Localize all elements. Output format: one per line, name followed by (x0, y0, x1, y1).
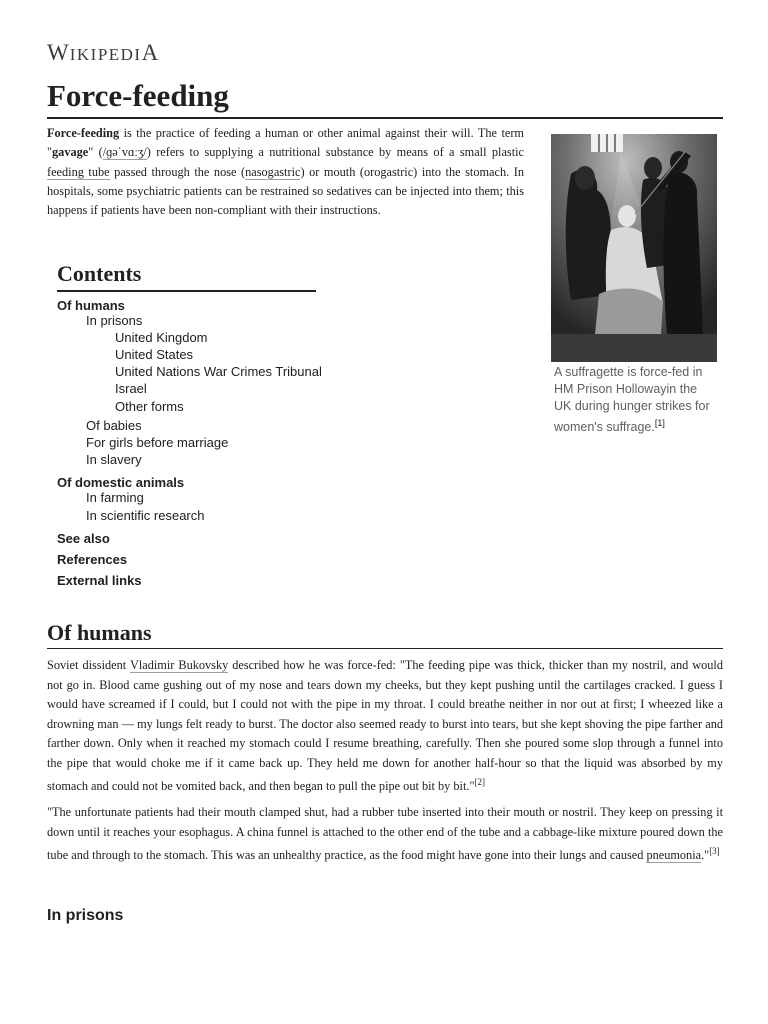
p2-text-b: ." (701, 848, 710, 863)
table-of-contents (57, 261, 327, 592)
pneumonia-link[interactable]: pneumonia (646, 848, 702, 863)
p2-ref[interactable]: [3] (709, 846, 720, 856)
wordmark-final: A (141, 40, 160, 65)
toc-item[interactable]: United Kingdom (115, 330, 208, 345)
nasogastric-link[interactable]: nasogastric (245, 164, 301, 179)
lead-text-2: " ( (88, 145, 103, 160)
toc-item[interactable]: In slavery (86, 452, 142, 467)
toc-item[interactable]: United Nations War Crimes Tribunal (115, 364, 322, 379)
wikipedia-wordmark[interactable] (47, 40, 159, 66)
section-heading-of-humans: Of humans (47, 620, 152, 645)
p2-text-a: "The unfortunate patients had their mouth clamped shut, had a rubber tube inserted into their mouth or nostril. They keep on pressing it down until it reaches your esophagus. A china funnel is attached to the other end of the tube and a cabbage-like mixture poured down the tube and through to the stomach. This was an unhealthy practice, as the food might have gone into their lungs and caused (47, 805, 723, 863)
page-title: Force-feeding (47, 78, 229, 113)
toc-title: Contents (57, 261, 142, 286)
toc-item[interactable]: Other forms (115, 399, 184, 414)
bukovsky-link[interactable]: Vladimir Bukovsky (129, 658, 229, 672)
ipa-link[interactable]: /ɡəˈvɑːʒ/ (102, 145, 147, 160)
lead-text-1: is the practice of feeding a human or other animal against their will. The term " (47, 126, 524, 160)
toc-item[interactable]: Of babies (86, 418, 142, 433)
toc-list (57, 292, 327, 592)
p1-text-a: Soviet dissident (47, 658, 130, 672)
figure-caption (551, 364, 717, 436)
toc-item[interactable]: See also (57, 531, 110, 546)
title-divider (47, 117, 723, 119)
paragraph-bukovsky (47, 656, 723, 797)
toc-item[interactable]: Of domestic animals (57, 475, 185, 490)
lead-gavage: gavage (52, 145, 89, 160)
subsection-heading-in-prisons: In prisons (47, 907, 124, 924)
caption-text: A suffragette is force-fed in HM Prison Hollowayin the UK during hunger strikes for women's suffrage. (554, 365, 710, 435)
toc-item[interactable]: In farming (86, 490, 144, 505)
lead-text-5: ) or mouth (orogastric) into the stomach. In hospitals, some psychiatric patients can be restrained so sedatives can be injected into them; this happens if patients have been non-compliant with their instructions. (47, 164, 524, 218)
p1-ref[interactable]: [2] (474, 777, 485, 787)
section-divider (47, 648, 723, 649)
toc-item[interactable]: External links (57, 573, 142, 588)
toc-item[interactable]: In scientific research (86, 508, 205, 523)
toc-item[interactable]: Israel (115, 381, 147, 396)
caption-ref[interactable]: [1] (654, 418, 665, 428)
lead-text-3: ) refers to supplying a nutritional substance by means of a small plastic (146, 145, 524, 160)
lead-term: Force-feeding (47, 126, 120, 140)
toc-item[interactable]: Of humans (57, 298, 125, 313)
toc-item[interactable]: References (57, 552, 128, 567)
lead-paragraph (47, 124, 524, 220)
wordmark-initial: W (47, 40, 70, 65)
toc-item[interactable]: United States (115, 347, 194, 362)
feeding-tube-link[interactable]: feeding tube (47, 164, 110, 179)
lead-text-4: passed through the nose ( (109, 164, 246, 179)
infobox-figure (551, 134, 717, 436)
paragraph-patients (47, 803, 723, 866)
p1-text-b: described how he was force-fed: "The feeding pipe was thick, thicker than my nostril, and would not go in. Blood came gushing out of my nose and tears down my cheeks, but they kept pushing until the cartilages cracked. I guess I would have screamed if I could, but I could not with the pipe in my throat. I could breathe neither in nor out at first; I wheezed like a drowning man — my lungs felt ready to burst. The doctor also seemed ready to burst into tears, but she kept shoving the pipe farther and farther down. Only when it reached my stomach could I resume breathing, carefully. Then she poured some slop through a funnel into the pipe that would choke me if it came back up. They held me down for another half-hour so that the liquid was absorbed by my stomach and could not be vomited back, and then began to pull the pipe out bit by bit." (47, 658, 723, 794)
suffragette-photo[interactable] (551, 134, 717, 362)
wordmark-middle: IKIPEDI (69, 45, 142, 64)
toc-item[interactable]: In prisons (86, 313, 143, 328)
toc-item[interactable]: For girls before marriage (86, 435, 229, 450)
